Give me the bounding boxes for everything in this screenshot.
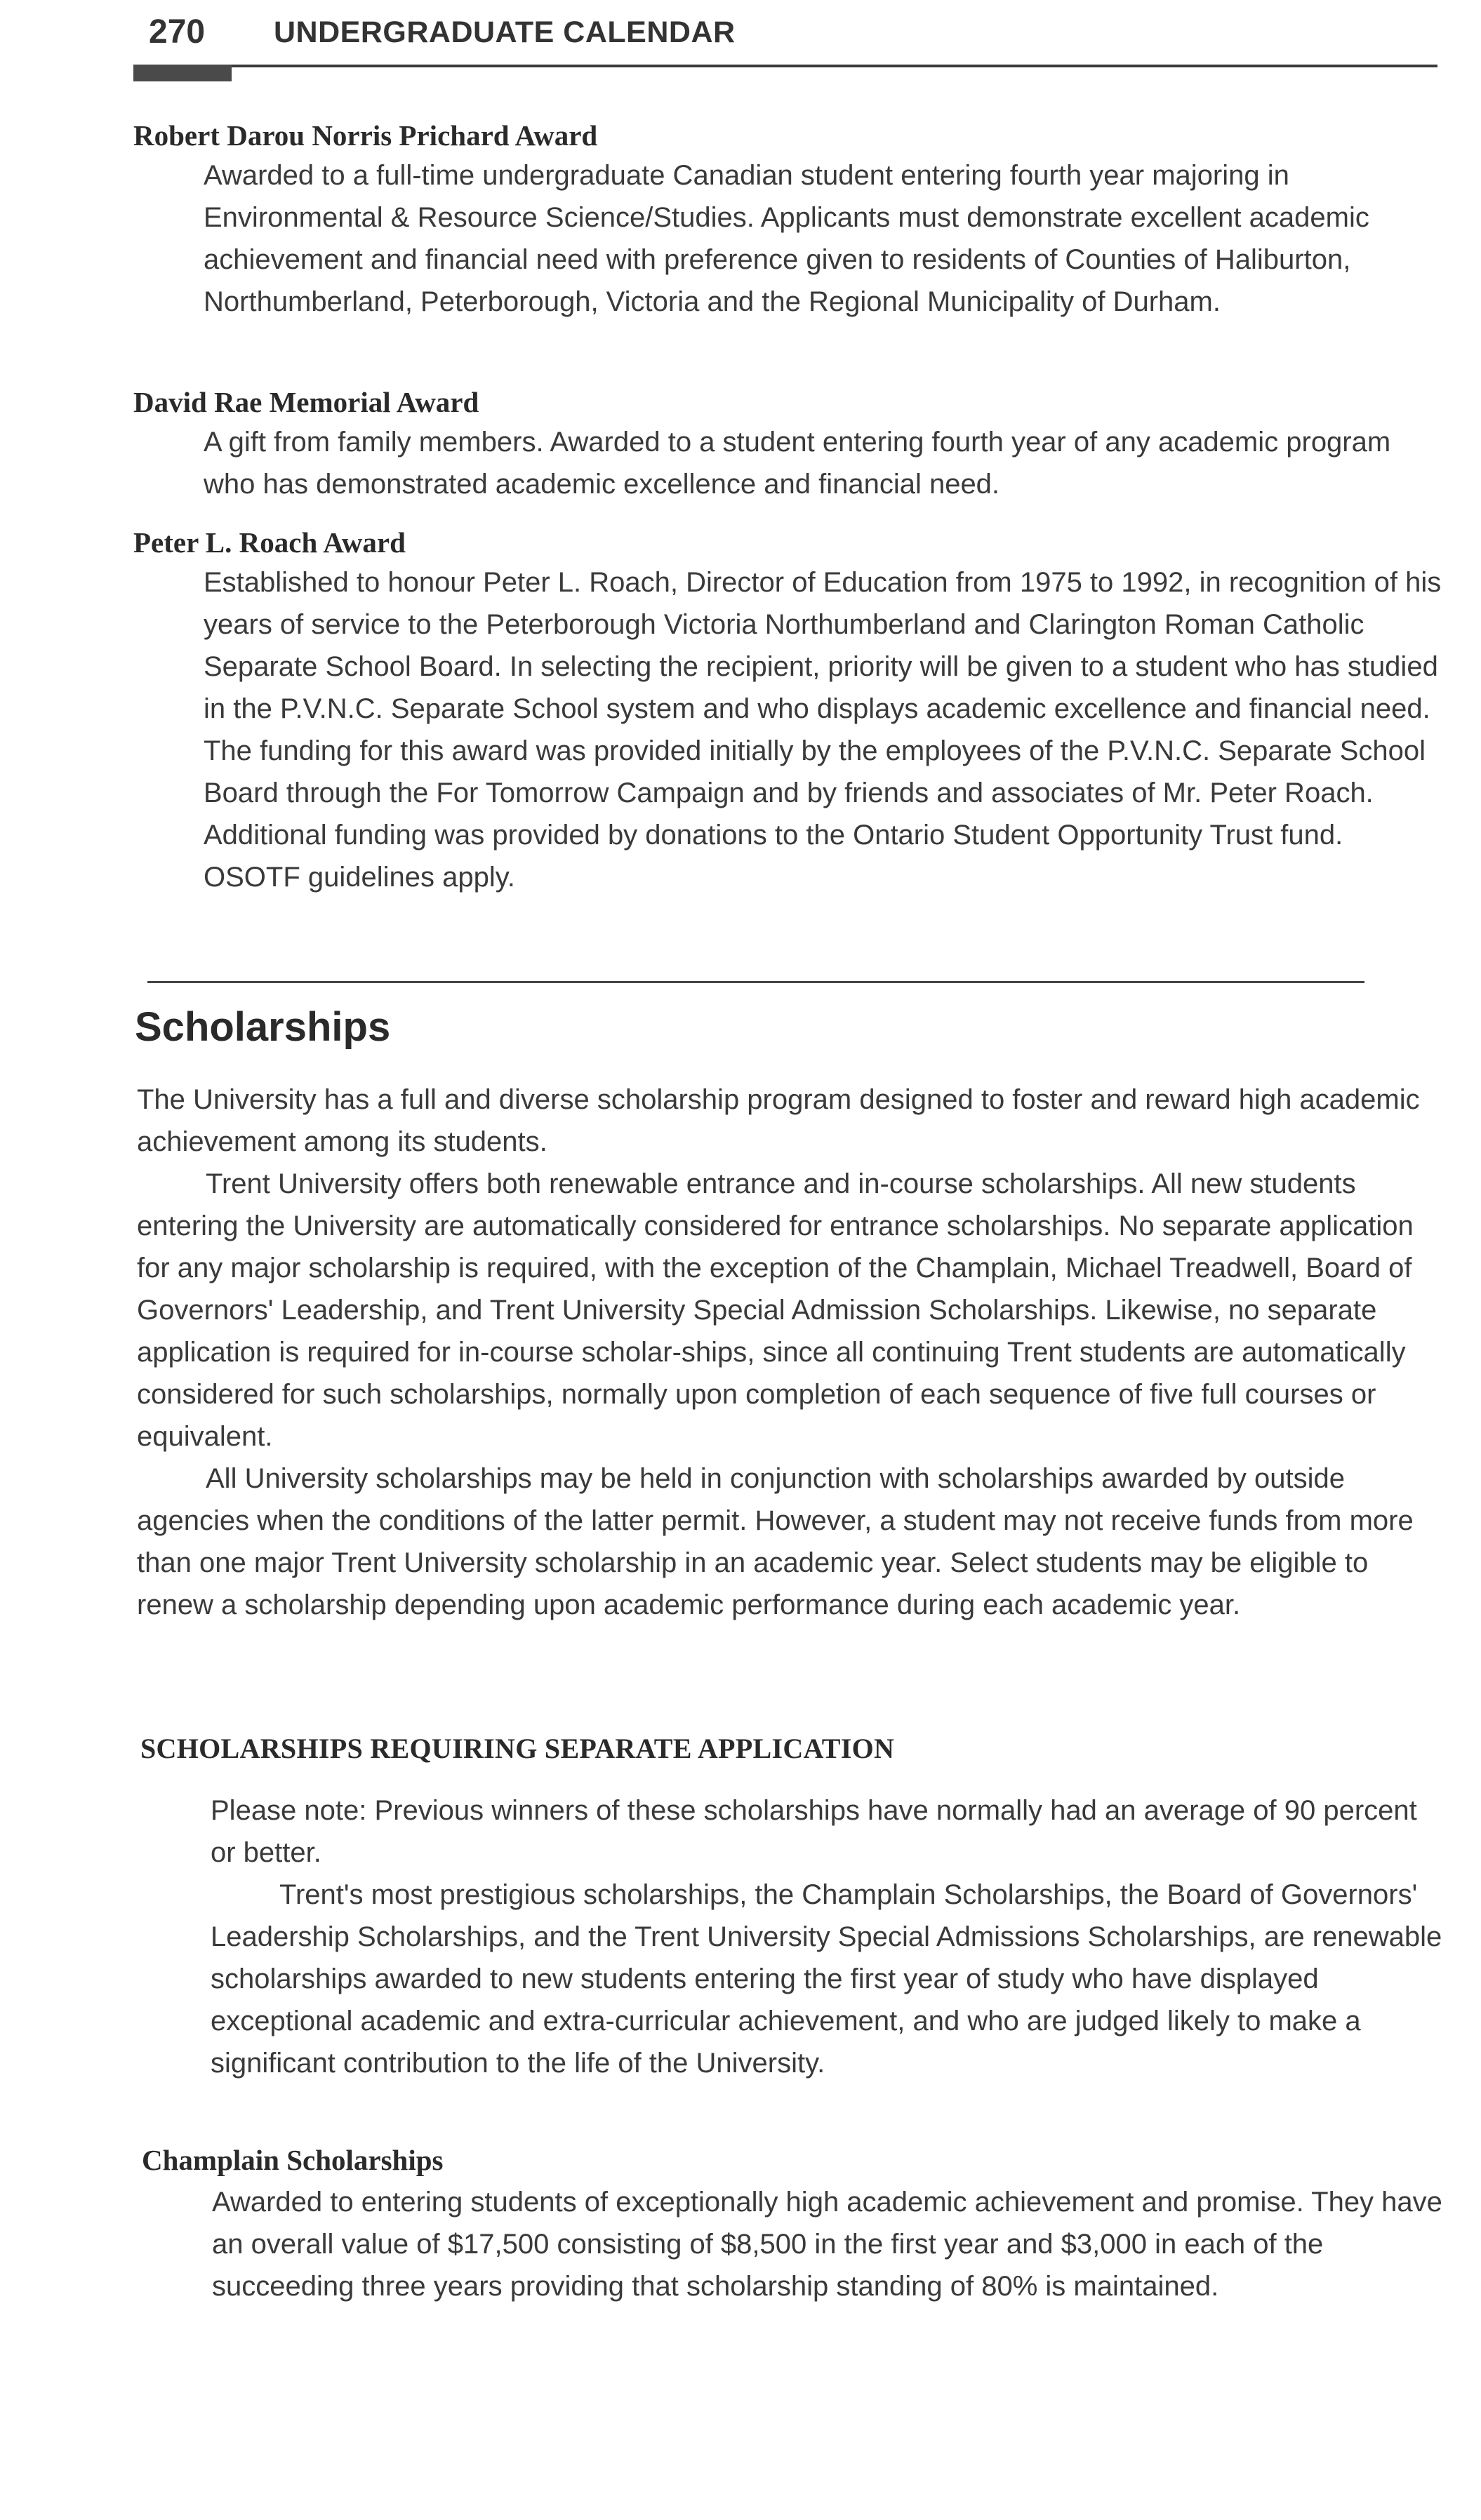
header-rule-accent — [133, 65, 232, 81]
award-description-rae: A gift from family members. Awarded to a student entering fourth year of any academic program who has demonstrated academic excellence and financial need. — [204, 427, 1391, 500]
separate-application-paragraph: Trent's most prestigious scholarships, the Champlain Scholarships, the Board of Governors' Leadership Scholarships, and the Trent University Special Admissions Scholarships, are renewable scholarships awarded to new students entering the first year of study who have displayed exceptional academic and extra-curricular achievement, and who are judged likely to make a significant contribution to the life of the University. — [211, 1879, 1442, 2079]
award-description-prichard: Awarded to a full-time undergraduate Canadian student entering fourth year majoring in Environmental & Resource Science/Studies. Applicants must demonstrate excellent academic achievement and financial need with preference given to residents of Counties of Haliburton, Northumberland, Peterborough, Victoria and the Regional Municipality of Durham. — [204, 160, 1369, 317]
scholarships-paragraph: Trent University offers both renewable entrance and in-course scholarships. All new students entering the University are automatically considered for entrance scholarships. No separate application for any major scholarship is required, with the exception of the Champlain, Michael Treadwell, Board of Governors' Leadership, and Trent University Special Admission Scholarships. Likewise, no separate application is required for in-course scholar-ships, since all continuing Trent students are automatically considered for such scholarships, normally upon completion of each sequence of five full courses or equivalent. — [137, 1168, 1414, 1452]
header-rule — [133, 65, 1437, 67]
award-title-rae: David Rae Memorial Award — [133, 386, 479, 418]
running-title: UNDERGRADUATE CALENDAR — [274, 15, 736, 49]
scholarships-paragraph: All University scholarships may be held in conjunction with scholarships awarded by outside agencies when the conditions of the latter permit. However, a student may not receive funds from more than one major Trent University scholarship in an academic year. Select students may be eligible to renew a scholarship depending upon academic performance during each academic year. — [137, 1463, 1414, 1620]
separate-application-paragraph: Please note: Previous winners of these scholarships have normally had an average of 90 percent or better. — [211, 1795, 1417, 1868]
award-description-champlain: Awarded to entering students of exceptionally high academic achievement and promise. They have an overall value of $17,500 consisting of $8,500 in the first year and $3,000 in each of the succeeding three years providing that scholarship standing of 80% is maintained. — [212, 2187, 1442, 2302]
separate-application-body — [211, 1789, 1446, 2084]
award-title-champlain: Champlain Scholarships — [142, 2144, 444, 2176]
scholarships-body — [137, 1079, 1446, 1626]
section-divider — [147, 981, 1364, 983]
award-title-roach: Peter L. Roach Award — [133, 526, 406, 559]
award-title-prichard: Robert Darou Norris Prichard Award — [133, 119, 598, 152]
scholarships-paragraph: The University has a full and diverse scholarship program designed to foster and reward high academic achievement among its students. — [137, 1084, 1420, 1157]
page-number: 270 — [149, 13, 206, 51]
section-title-scholarships: Scholarships — [135, 1004, 391, 1050]
award-description-roach: Established to honour Peter L. Roach, Director of Education from 1975 to 1992, in recognition of his years of service to the Peterborough Victoria Northumberland and Clarington Roman Catholic Separate School Board. In selecting the recipient, priority will be given to a student who has studied in the P.V.N.C. Separate School system and who displays academic excellence and financial need. The funding for this award was provided initially by the employees of the P.V.N.C. Separate School Board through the For Tomorrow Campaign and by friends and associates of Mr. Peter Roach. Additional funding was provided by donations to the Ontario Student Opportunity Trust fund. OSOTF guidelines apply. — [204, 567, 1442, 893]
subsection-heading: SCHOLARSHIPS REQUIRING SEPARATE APPLICATION — [140, 1733, 895, 1764]
